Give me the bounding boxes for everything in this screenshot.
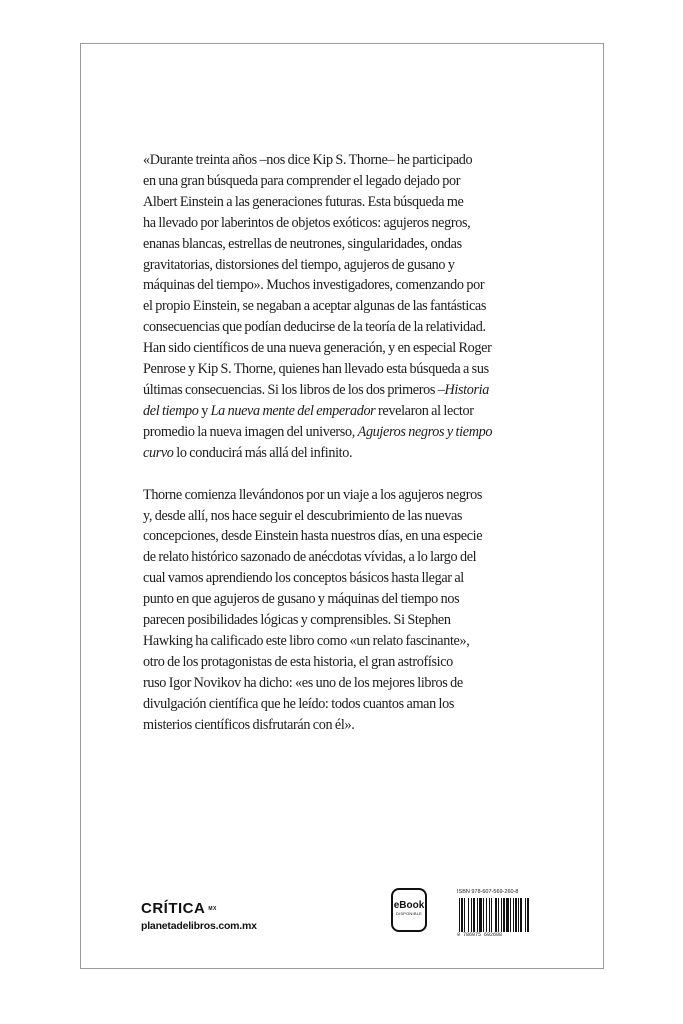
barcode-bar	[520, 898, 522, 932]
blurb-paragraph-1-line-10: Han sido científicos de una nueva generación, y en especial Roger	[143, 340, 492, 357]
blurb-paragraph-2-line-1: Thorne comienza llevándonos por un viaje a los agujeros negros	[143, 486, 483, 503]
blurb-text	[143, 150, 563, 735]
barcode-bar	[473, 898, 475, 932]
blurb-paragraph-2-line-6: punto en que agujeros de gusano y máquinas del tiempo nos	[143, 591, 460, 608]
blurb-paragraph-1-line-15: curvo lo conducirá más allá del infinito.	[143, 444, 353, 461]
barcode-bar	[477, 898, 478, 932]
blurb-paragraph-2-line-2: y, desde allí, nos hace seguir el descubrimiento de las nuevas	[143, 507, 463, 524]
blurb-paragraph-1-line-1: «Durante treinta años –nos dice Kip S. Thorne– he participado	[143, 152, 473, 168]
back-cover	[80, 43, 604, 969]
barcode-bar	[479, 898, 482, 932]
ebook-badge	[391, 888, 427, 932]
blurb-paragraph-2-line-12: misterios científicos disfrutarán con él».	[143, 716, 355, 733]
barcode-bar	[506, 898, 509, 932]
barcode-bar	[483, 898, 484, 932]
barcode-block	[457, 888, 553, 940]
blurb-paragraph-2	[143, 485, 563, 736]
barcode-bar	[468, 898, 469, 932]
barcode-bar	[486, 898, 487, 932]
barcode-bar	[461, 898, 463, 932]
blurb-paragraph-2-line-5: cual vamos aprendiendo los conceptos básicos hasta llegar al	[143, 570, 464, 587]
publisher-country-tag: MX	[208, 906, 217, 913]
barcode-bar	[518, 898, 519, 932]
blurb-paragraph-1-line-4: ha llevado por laberintos de objetos exóticos: agujeros negros,	[143, 214, 471, 231]
barcode-bar	[495, 898, 497, 932]
barcode-bar	[489, 898, 490, 932]
barcode-image	[457, 898, 553, 932]
blurb-paragraph-1-line-2: en una gran búsqueda para comprender el legado dejado por	[143, 172, 461, 189]
blurb-paragraph-1-line-12: últimas consecuencias. Si los libros de los dos primeros –Historia	[143, 381, 489, 398]
barcode-bar	[464, 898, 465, 932]
barcode-bar	[491, 898, 492, 932]
blurb-paragraph-1-line-9: consecuencias que podían deducirse de la teoría de la relatividad.	[143, 319, 486, 336]
blurb-paragraph-1-line-7: máquinas del tiempo». Muchos investigadores, comenzando por	[143, 277, 485, 294]
blurb-paragraph-1-line-6: gravitatorias, distorsiones del tiempo, agujeros de gusano y	[143, 256, 455, 273]
blurb-paragraph-2-line-11: divulgación científica que he leído: todos cuantos aman los	[143, 695, 455, 712]
barcode-bar	[525, 898, 526, 932]
blurb-paragraph-1-line-8: el propio Einstein, se negaban a aceptar algunas de las fantásticas	[143, 298, 487, 315]
isbn-text: ISBN 978-607-569-260-8	[457, 889, 519, 895]
barcode-bar	[510, 898, 511, 932]
blurb-paragraph-2-line-9: otro de los protagonistas de esta historia, el gran astrofísico	[143, 653, 453, 670]
barcode-bar	[527, 898, 529, 932]
blurb-paragraph-2-line-7: parecen posibilidades lógicas y comprensibles. Si Stephen	[143, 612, 451, 629]
blurb-paragraph-2-line-3: concepciones, desde Einstein hasta nuestros días, en una especie	[143, 528, 483, 545]
blurb-paragraph-2-line-10: ruso Igor Novikov ha dicho: «es uno de los mejores libros de	[143, 674, 463, 691]
blurb-paragraph-1-line-14: promedio la nueva imagen del universo, Agujeros negros y tiempo	[143, 423, 493, 440]
blurb-paragraph-1	[143, 150, 563, 464]
barcode-digits: 9 786075 692608	[457, 932, 503, 938]
blurb-paragraph-2-line-8: Hawking ha calificado este libro como «un relato fascinante»,	[143, 632, 470, 649]
barcode-bar	[513, 898, 514, 932]
blurb-paragraph-1-line-11: Penrose y Kip S. Thorne, quienes han llevado esta búsqueda a sus	[143, 361, 489, 378]
barcode-bar	[459, 898, 460, 932]
ebook-available-label: DISPONIBLE	[395, 911, 422, 916]
barcode-bar	[503, 898, 505, 932]
barcode-bar	[515, 898, 517, 932]
publisher-logo	[141, 900, 257, 934]
cover-footer	[81, 870, 603, 950]
publisher-name: CRÍTICA	[141, 900, 206, 917]
blurb-paragraph-2-line-4: de relato histórico sazonado de anécdotas vívidas, a lo largo del	[143, 549, 477, 566]
ebook-label: eBook	[393, 900, 425, 911]
barcode-bar	[471, 898, 472, 932]
blurb-paragraph-1-line-3: Albert Einstein a las generaciones futuras. Esta búsqueda me	[143, 193, 464, 210]
blurb-paragraph-1-line-13: del tiempo y La nueva mente del emperador revelaron al lector	[143, 402, 474, 419]
publisher-url: planetadelibros.com.mx	[141, 920, 257, 933]
barcode-bar	[501, 898, 502, 932]
barcode-bar	[498, 898, 499, 932]
blurb-paragraph-1-line-5: enanas blancas, estrellas de neutrones, singularidades, ondas	[143, 235, 462, 252]
